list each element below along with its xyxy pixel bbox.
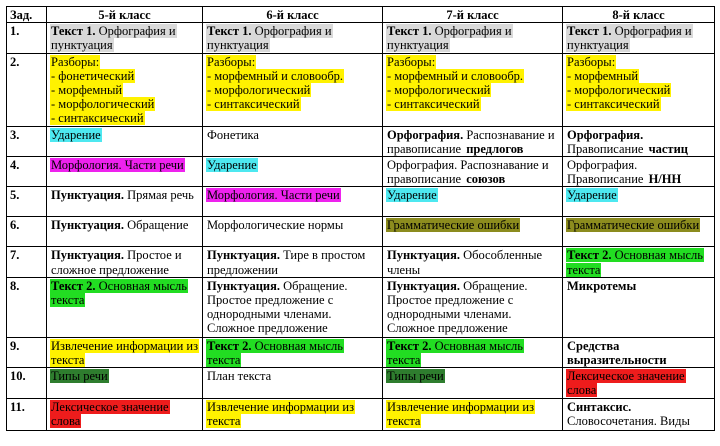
- cell-text: Разборы:: [567, 54, 616, 69]
- cell-segment: [386, 24, 513, 52]
- plain-text: Ударение: [51, 127, 101, 142]
- cell-segment: [566, 248, 704, 276]
- plain-text: Лексическое значение слова: [51, 399, 169, 428]
- plain-text: Грамматические ошибки: [567, 218, 700, 233]
- cell-segment: [50, 248, 183, 276]
- plain-text: Основная мысль текста: [567, 248, 703, 277]
- cell-text: - синтаксический: [207, 97, 300, 112]
- cell-text: [206, 279, 349, 336]
- cell-segment: [206, 158, 258, 172]
- cell-text: [206, 400, 355, 428]
- cell-grade-7: [383, 23, 563, 53]
- bold-term: Текст 2.: [51, 278, 96, 293]
- task-number: 9.: [7, 337, 47, 367]
- bold-term: Текст 1.: [51, 24, 96, 39]
- plain-text: Орфография. Правописание: [567, 158, 647, 187]
- table-row: [7, 217, 715, 247]
- plain-text: Типы речи: [51, 369, 108, 384]
- cell-text: [206, 339, 344, 367]
- cell-text: - морфологический: [51, 97, 155, 112]
- plain-text: Распознавание и правописание: [387, 127, 555, 156]
- cell-segment: [206, 279, 349, 336]
- bold-term: частиц: [648, 141, 688, 156]
- cell-text: [206, 158, 258, 172]
- cell-text: [566, 24, 693, 52]
- cell-text: [465, 142, 524, 156]
- cell-grade-7: [383, 187, 563, 217]
- cell-grade-7: [383, 398, 563, 430]
- plain-text: Ударение: [207, 158, 257, 173]
- cell-grade-8: [563, 368, 715, 398]
- header-grade-6: 6-й класс: [203, 7, 383, 23]
- cell-grade-5: [47, 368, 203, 398]
- cell-text: [648, 142, 689, 156]
- bold-term: Пунктуация.: [51, 218, 124, 233]
- cell-segment: [50, 111, 199, 125]
- cell-grade-8: [563, 126, 715, 156]
- cell-text: [206, 248, 366, 276]
- cell-text: [206, 218, 344, 232]
- plain-text: Обращение. Простое предложение с однородными членами. Сложное предложение: [387, 278, 528, 336]
- cell-segment: [50, 339, 199, 367]
- cell-grade-6: [203, 337, 383, 367]
- table-row: [7, 157, 715, 187]
- cell-grade-5: [47, 217, 203, 247]
- table-row: [7, 187, 715, 217]
- cell-grade-6: [203, 247, 383, 277]
- plain-text: Ударение: [387, 188, 437, 203]
- cell-text: [386, 248, 543, 276]
- cell-text: [386, 339, 524, 367]
- cell-grade-7: [383, 247, 563, 277]
- cell-segment: [566, 55, 711, 69]
- cell-segment: [206, 55, 379, 69]
- plain-text: Извлечение информации из текста: [51, 338, 199, 368]
- bold-term: Текст 2.: [387, 338, 432, 353]
- cell-segment: [206, 400, 355, 428]
- cell-grade-6: [203, 187, 383, 217]
- bold-term: Текст 1.: [387, 24, 432, 39]
- cell-grade-8: [563, 398, 715, 430]
- task-number: 3.: [7, 126, 47, 156]
- bold-term: Текст 1.: [207, 24, 252, 39]
- cell-grade-6: [203, 53, 383, 126]
- plain-text: Прямая речь: [123, 188, 194, 203]
- cell-segment: [566, 69, 711, 83]
- cell-segment: [386, 218, 520, 232]
- bold-term: Пунктуация.: [51, 248, 124, 263]
- cell-segment: [566, 83, 711, 97]
- cell-grade-7: [383, 126, 563, 156]
- table-row: [7, 277, 715, 337]
- table-row: [7, 23, 715, 53]
- plain-text: Орфография и пунктуация: [207, 24, 332, 53]
- cell-segment: [386, 248, 543, 276]
- cell-text: [50, 400, 170, 428]
- bold-term: Текст 2.: [207, 338, 252, 353]
- cell-grade-6: [203, 398, 383, 430]
- cell-segment: [386, 97, 559, 111]
- cell-grade-5: [47, 337, 203, 367]
- cell-text: - морфемный и словообр.: [207, 68, 344, 83]
- cell-text: Разборы:: [207, 54, 256, 69]
- cell-text: - синтаксический: [387, 97, 480, 112]
- cell-grade-5: [47, 247, 203, 277]
- plain-text: Обособленные члены: [387, 248, 543, 277]
- plain-text: Орфография и пунктуация: [567, 24, 692, 53]
- cell-text: [386, 400, 535, 428]
- plain-text: Морфология. Части речи: [51, 158, 184, 173]
- bold-term: Средства выразительности: [567, 338, 667, 368]
- bold-term: Н/НН: [648, 172, 682, 187]
- plain-text: Правописание: [567, 141, 647, 156]
- cell-segment: [206, 188, 341, 202]
- bold-term: Синтаксис.: [567, 399, 632, 414]
- cell-segment: [206, 339, 344, 367]
- bold-term: Пунктуация.: [207, 248, 280, 263]
- cell-text: - морфологический: [387, 83, 491, 98]
- cell-grade-7: [383, 337, 563, 367]
- table-body: [7, 23, 715, 430]
- cell-text: [50, 369, 109, 383]
- cell-segment: [566, 339, 668, 367]
- cell-segment: [566, 158, 648, 186]
- plain-text: Извлечение информации из текста: [387, 399, 535, 428]
- cell-text: [566, 128, 644, 142]
- cell-grade-7: [383, 157, 563, 187]
- cell-segment: [566, 400, 632, 414]
- cell-grade-6: [203, 368, 383, 398]
- cell-grade-8: [563, 337, 715, 367]
- header-grade-8: 8-й класс: [563, 7, 715, 23]
- cell-segment: [50, 55, 199, 69]
- table-row: [7, 247, 715, 277]
- cell-text: [386, 24, 513, 52]
- table-row: [7, 398, 715, 430]
- plain-text: Лексическое значение слова: [567, 369, 685, 398]
- bold-term: Орфография.: [567, 127, 644, 142]
- cell-text: [50, 218, 189, 232]
- cell-segment: [566, 128, 644, 142]
- plain-text: Обращение. Простое предложение с однородными членами. Сложное предложение: [207, 278, 348, 336]
- bold-term: союзов: [466, 172, 506, 187]
- cell-grade-8: [563, 53, 715, 126]
- cell-text: [566, 400, 632, 414]
- cell-text: [50, 158, 185, 172]
- header-row: [7, 7, 715, 23]
- cell-text: [465, 172, 506, 186]
- cell-text: [648, 172, 683, 186]
- task-number: 8.: [7, 277, 47, 337]
- cell-text: [566, 188, 618, 202]
- plain-text: Морфология. Части речи: [207, 188, 340, 203]
- plain-text: Обращение: [123, 218, 189, 233]
- cell-segment: [566, 218, 700, 232]
- cell-segment: [566, 24, 693, 52]
- cell-segment: [386, 69, 559, 83]
- plain-text: Фонетика: [207, 127, 259, 142]
- task-number: 11.: [7, 398, 47, 430]
- cell-grade-5: [47, 23, 203, 53]
- cell-segment: [50, 279, 188, 307]
- bold-term: Пунктуация.: [387, 248, 460, 263]
- cell-text: [206, 369, 272, 383]
- cell-segment: [206, 83, 379, 97]
- cell-segment: [206, 128, 260, 142]
- task-number: 7.: [7, 247, 47, 277]
- cell-segment: [465, 172, 506, 186]
- cell-text: [206, 24, 333, 52]
- cell-text: [50, 128, 102, 142]
- cell-text: - фонетический: [51, 68, 135, 83]
- cell-text: [566, 248, 704, 276]
- plain-text: Основная мысль текста: [207, 338, 343, 368]
- cell-grade-6: [203, 217, 383, 247]
- plain-text: Орфография и пунктуация: [387, 24, 512, 53]
- cell-grade-6: [203, 126, 383, 156]
- cell-grade-5: [47, 398, 203, 430]
- cell-text: Разборы:: [51, 54, 100, 69]
- cell-text: Разборы:: [387, 54, 436, 69]
- cell-segment: [648, 172, 683, 186]
- cell-grade-6: [203, 277, 383, 337]
- bold-term: Текст 2.: [567, 248, 612, 263]
- cell-segment: [50, 97, 199, 111]
- cell-segment: [386, 83, 559, 97]
- cell-segment: [206, 97, 379, 111]
- bold-term: Пунктуация.: [51, 188, 124, 203]
- cell-text: [566, 279, 637, 293]
- cell-text: [50, 279, 188, 307]
- cell-segment: [50, 158, 185, 172]
- curriculum-table: [6, 6, 715, 431]
- bold-term: Орфография.: [387, 127, 464, 142]
- table-row: [7, 337, 715, 367]
- cell-segment: [386, 55, 559, 69]
- bold-term: предлогов: [466, 141, 524, 156]
- cell-segment: [465, 142, 524, 156]
- cell-text: [206, 188, 341, 202]
- cell-grade-8: [563, 187, 715, 217]
- cell-grade-5: [47, 126, 203, 156]
- bold-term: Текст 1.: [567, 24, 612, 39]
- cell-grade-8: [563, 217, 715, 247]
- cell-grade-8: [563, 247, 715, 277]
- cell-text: [386, 188, 438, 202]
- cell-text: - морфемный и словообр.: [387, 68, 524, 83]
- cell-text: [566, 158, 648, 186]
- cell-grade-6: [203, 23, 383, 53]
- cell-segment: [566, 188, 618, 202]
- table-row: [7, 126, 715, 156]
- bold-term: Пунктуация.: [207, 278, 280, 293]
- cell-segment: [50, 188, 195, 202]
- cell-grade-5: [47, 187, 203, 217]
- cell-grade-7: [383, 53, 563, 126]
- bold-term: Микротемы: [567, 278, 637, 293]
- cell-grade-8: [563, 23, 715, 53]
- cell-grade-8: [563, 157, 715, 187]
- plain-text: Простое и сложное предложение: [51, 248, 182, 277]
- task-number: 6.: [7, 217, 47, 247]
- plain-text: Орфография. Распознавание и правописание: [387, 158, 549, 187]
- cell-grade-8: [563, 277, 715, 337]
- cell-text: [50, 24, 177, 52]
- plain-text: Основная мысль текста: [51, 278, 187, 308]
- cell-grade-7: [383, 277, 563, 337]
- cell-segment: [386, 279, 529, 336]
- cell-text: [566, 339, 668, 367]
- cell-segment: [50, 69, 199, 83]
- cell-grade-7: [383, 217, 563, 247]
- cell-text: - морфологический: [207, 83, 311, 98]
- cell-segment: [50, 400, 170, 428]
- cell-grade-5: [47, 53, 203, 126]
- plain-text: Морфологические нормы: [207, 218, 344, 233]
- cell-grade-5: [47, 157, 203, 187]
- plain-text: Типы речи: [387, 369, 444, 384]
- cell-text: [386, 279, 529, 336]
- cell-segment: [566, 279, 637, 293]
- cell-text: [386, 369, 445, 383]
- cell-text: [206, 128, 260, 142]
- plain-text: Тире в простом предложении: [207, 248, 366, 277]
- header-task-number: Зад.: [7, 7, 47, 23]
- cell-text: - морфемный: [51, 83, 123, 98]
- plain-text: План текста: [207, 369, 272, 384]
- task-number: 10.: [7, 368, 47, 398]
- cell-segment: [206, 248, 366, 276]
- cell-segment: [386, 400, 535, 428]
- cell-grade-5: [47, 277, 203, 337]
- cell-text: - синтаксический: [51, 111, 144, 126]
- cell-text: [566, 369, 686, 397]
- cell-text: [386, 218, 520, 232]
- cell-segment: [206, 69, 379, 83]
- cell-text: - морфологический: [567, 83, 671, 98]
- cell-segment: [566, 97, 711, 111]
- plain-text: Грамматические ошибки: [387, 218, 520, 233]
- cell-segment: [386, 369, 445, 383]
- task-number: 5.: [7, 187, 47, 217]
- task-number: 4.: [7, 157, 47, 187]
- cell-text: [566, 218, 700, 232]
- cell-segment: [386, 339, 524, 367]
- cell-text: [50, 248, 183, 276]
- plain-text: Ударение: [567, 188, 617, 203]
- cell-grade-7: [383, 368, 563, 398]
- plain-text: Словосочетания. Виды: [567, 413, 690, 428]
- cell-text: [50, 339, 199, 367]
- header-grade-5: 5-й класс: [47, 7, 203, 23]
- table-row: [7, 368, 715, 398]
- bold-term: Пунктуация.: [387, 278, 460, 293]
- cell-grade-6: [203, 157, 383, 187]
- cell-segment: [566, 369, 686, 397]
- plain-text: Основная мысль текста: [387, 338, 523, 368]
- cell-text: - морфемный: [567, 68, 639, 83]
- cell-segment: [50, 218, 189, 232]
- cell-segment: [386, 188, 438, 202]
- table-row: [7, 53, 715, 126]
- cell-segment: [50, 128, 102, 142]
- cell-segment: [50, 83, 199, 97]
- cell-segment: [206, 218, 344, 232]
- task-number: 2.: [7, 53, 47, 126]
- cell-text: [50, 188, 195, 202]
- cell-segment: [648, 142, 689, 156]
- cell-segment: [50, 369, 109, 383]
- cell-segment: [206, 24, 333, 52]
- header-grade-7: 7-й класс: [383, 7, 563, 23]
- plain-text: Извлечение информации из текста: [207, 399, 355, 428]
- cell-segment: [50, 24, 177, 52]
- plain-text: Орфография и пунктуация: [51, 24, 176, 53]
- cell-segment: [206, 369, 272, 383]
- task-number: 1.: [7, 23, 47, 53]
- cell-text: - синтаксический: [567, 97, 660, 112]
